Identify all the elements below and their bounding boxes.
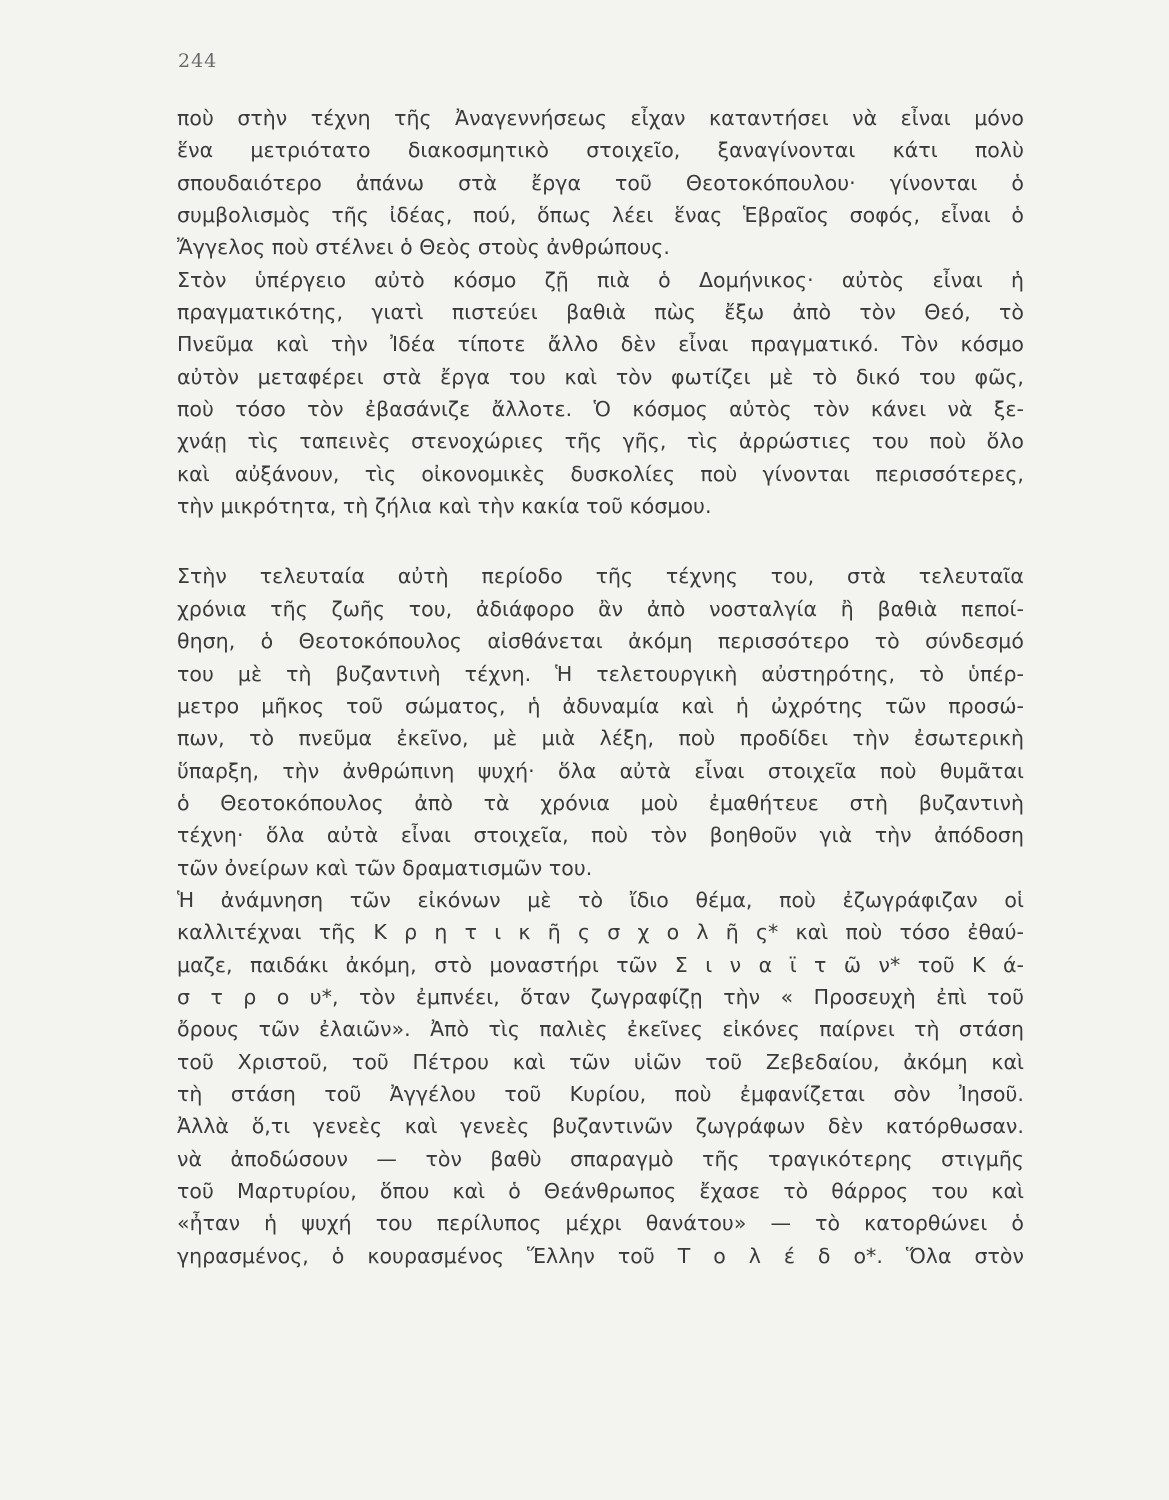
text-line: τῶν ὀνείρων καὶ τῶν δραματισμῶν του. bbox=[177, 855, 593, 880]
text-line: Ἀλλὰ ὅ,τι γενεὲς καὶ γενεὲς βυζαντινῶν ζωγράφων δὲν κατόρθωσαν. bbox=[177, 1114, 1024, 1139]
text-line: καλλιτέχναι τῆς Κ ρ η τ ι κ ῆ ς σ χ ο λ ῆ ς* καὶ ποὺ τόσο ἐθαύ- bbox=[177, 920, 1024, 945]
text-line: Ἡ ἀνάμνηση τῶν εἰκόνων μὲ τὸ ἴδιο θέμα, ποὺ ἐζωγράφιζαν οἱ bbox=[177, 887, 1024, 912]
text-line: μετρο μῆκος τοῦ σώματος, ἡ ἀδυναμία καὶ ἡ ὠχρότης τῶν προσώ- bbox=[177, 693, 1024, 718]
text-line: πων, τὸ πνεῦμα ἐκεῖνο, μὲ μιὰ λέξη, ποὺ προδίδει τὴν ἐσωτερικὴ bbox=[177, 726, 1024, 751]
text-line: τὴν μικρότητα, τὴ ζήλια καὶ τὴν κακία τοῦ κόσμου. bbox=[177, 494, 712, 519]
text-line: του μὲ τὴ βυζαντινὴ τέχνη. Ἡ τελετουργικὴ αὐστηρότης, τὸ ὑπέρ- bbox=[177, 661, 1024, 686]
text-line: θηση, ὁ Θεοτοκόπουλος αἰσθάνεται ἀκόμη περισσότερο τὸ σύνδεσμό bbox=[177, 629, 1024, 654]
text-line: ὁ Θεοτοκόπουλος ἀπὸ τὰ χρόνια μοὺ ἐμαθήτευε στὴ βυζαντινὴ bbox=[177, 790, 1024, 815]
text-line: ποὺ τόσο τὸν ἐβασάνιζε ἄλλοτε. Ὁ κόσμος αὐτὸς τὸν κάνει νὰ ξε- bbox=[177, 397, 1024, 422]
text-line: χνάῃ τὶς ταπεινὲς στενοχώριες τῆς γῆς, τὶς ἀρρώστιες του ποὺ ὅλο bbox=[177, 429, 1024, 454]
text-line: ἕνα μετριότατο διακοσμητικὸ στοιχεῖο, ξαναγίνονται κάτι πολὺ bbox=[177, 138, 1024, 163]
body-text bbox=[177, 102, 1024, 1272]
text-line: σπουδαιότερο ἀπάνω στὰ ἔργα τοῦ Θεοτοκόπουλου· γίνονται ὁ bbox=[177, 170, 1024, 195]
paragraph-4 bbox=[177, 884, 1024, 1272]
text-line: αὐτὸν μεταφέρει στὰ ἔργα του καὶ τὸν φωτίζει μὲ τὸ δικό του φῶς, bbox=[177, 364, 1024, 389]
paragraph-gap bbox=[177, 522, 1024, 560]
text-line: τοῦ Χριστοῦ, τοῦ Πέτρου καὶ τῶν υἱῶν τοῦ Ζεβεδαίου, ἀκόμη καὶ bbox=[177, 1049, 1024, 1074]
text-line: νὰ ἀποδώσουν — τὸν βαθὺ σπαραγμὸ τῆς τραγικότερης στιγμῆς bbox=[177, 1146, 1024, 1171]
text-line: Ἄγγελος ποὺ στέλνει ὁ Θεὸς στοὺς ἀνθρώπους. bbox=[177, 235, 670, 260]
text-line: Στὸν ὑπέργειο αὐτὸ κόσμο ζῇ πιὰ ὁ Δομήνικος· αὐτὸς εἶναι ἡ bbox=[177, 267, 1024, 292]
text-line: τέχνη· ὅλα αὐτὰ εἶναι στοιχεῖα, ποὺ τὸν βοηθοῦν γιὰ τὴν ἀπόδοση bbox=[177, 823, 1024, 848]
text-line: ὄρους τῶν ἐλαιῶν». Ἀπὸ τὶς παλιὲς ἐκεῖνες εἰκόνες παίρνει τὴ στάση bbox=[177, 1017, 1024, 1042]
page-number: 244 bbox=[178, 50, 218, 72]
text-line: γηρασμένος, ὁ κουρασμένος Ἕλλην τοῦ Τ ο λ έ δ ο*. Ὅλα στὸν bbox=[177, 1243, 1024, 1268]
text-line: ὕπαρξη, τὴν ἀνθρώπινη ψυχή· ὅλα αὐτὰ εἶναι στοιχεῖα ποὺ θυμᾶται bbox=[177, 758, 1024, 783]
text-line: συμβολισμὸς τῆς ἰδέας, πού, ὅπως λέει ἕνας Ἑβραῖος σοφός, εἶναι ὁ bbox=[177, 203, 1024, 228]
text-line: πραγματικότης, γιατὶ πιστεύει βαθιὰ πὼς ἔξω ἀπὸ τὸν Θεό, τὸ bbox=[177, 300, 1024, 325]
text-line: Στὴν τελευταία αὐτὴ περίοδο τῆς τέχνης του, στὰ τελευταῖα bbox=[177, 564, 1024, 589]
paragraph-1 bbox=[177, 102, 1024, 264]
text-line: «ἦταν ἡ ψυχή του περίλυπος μέχρι θανάτου» — τὸ κατορθώνει ὁ bbox=[177, 1211, 1024, 1236]
text-line: ποὺ στὴν τέχνη τῆς Ἀναγεννήσεως εἶχαν καταντήσει νὰ εἶναι μόνο bbox=[177, 106, 1024, 130]
text-line: σ τ ρ ο υ*, τὸν ἐμπνέει, ὅταν ζωγραφίζῃ τὴν « Προσευχὴ ἐπὶ τοῦ bbox=[177, 984, 1024, 1009]
text-line: χρόνια τῆς ζωῆς του, ἀδιάφορο ἂν ἀπὸ νοσταλγία ἢ βαθιὰ πεποί- bbox=[177, 596, 1024, 621]
paragraph-3 bbox=[177, 560, 1024, 883]
paragraph-2 bbox=[177, 264, 1024, 523]
text-line: τὴ στάση τοῦ Ἀγγέλου τοῦ Κυρίου, ποὺ ἐμφανίζεται σὸν Ἰησοῦ. bbox=[177, 1081, 1024, 1106]
text-line: τοῦ Μαρτυρίου, ὅπου καὶ ὁ Θεάνθρωπος ἔχασε τὸ θάρρος του καὶ bbox=[177, 1179, 1024, 1203]
text-line: μαζε, παιδάκι ἀκόμη, στὸ μοναστήρι τῶν Σ ι ν α ϊ τ ῶ ν* τοῦ Κ ά- bbox=[177, 952, 1024, 977]
text-line: Πνεῦμα καὶ τὴν Ἰδέα τίποτε ἄλλο δὲν εἶναι πραγματικό. Τὸν κόσμο bbox=[177, 332, 1024, 357]
text-line: καὶ αὐξάνουν, τὶς οἰκονομικὲς δυσκολίες ποὺ γίνονται περισσότερες, bbox=[177, 461, 1024, 486]
